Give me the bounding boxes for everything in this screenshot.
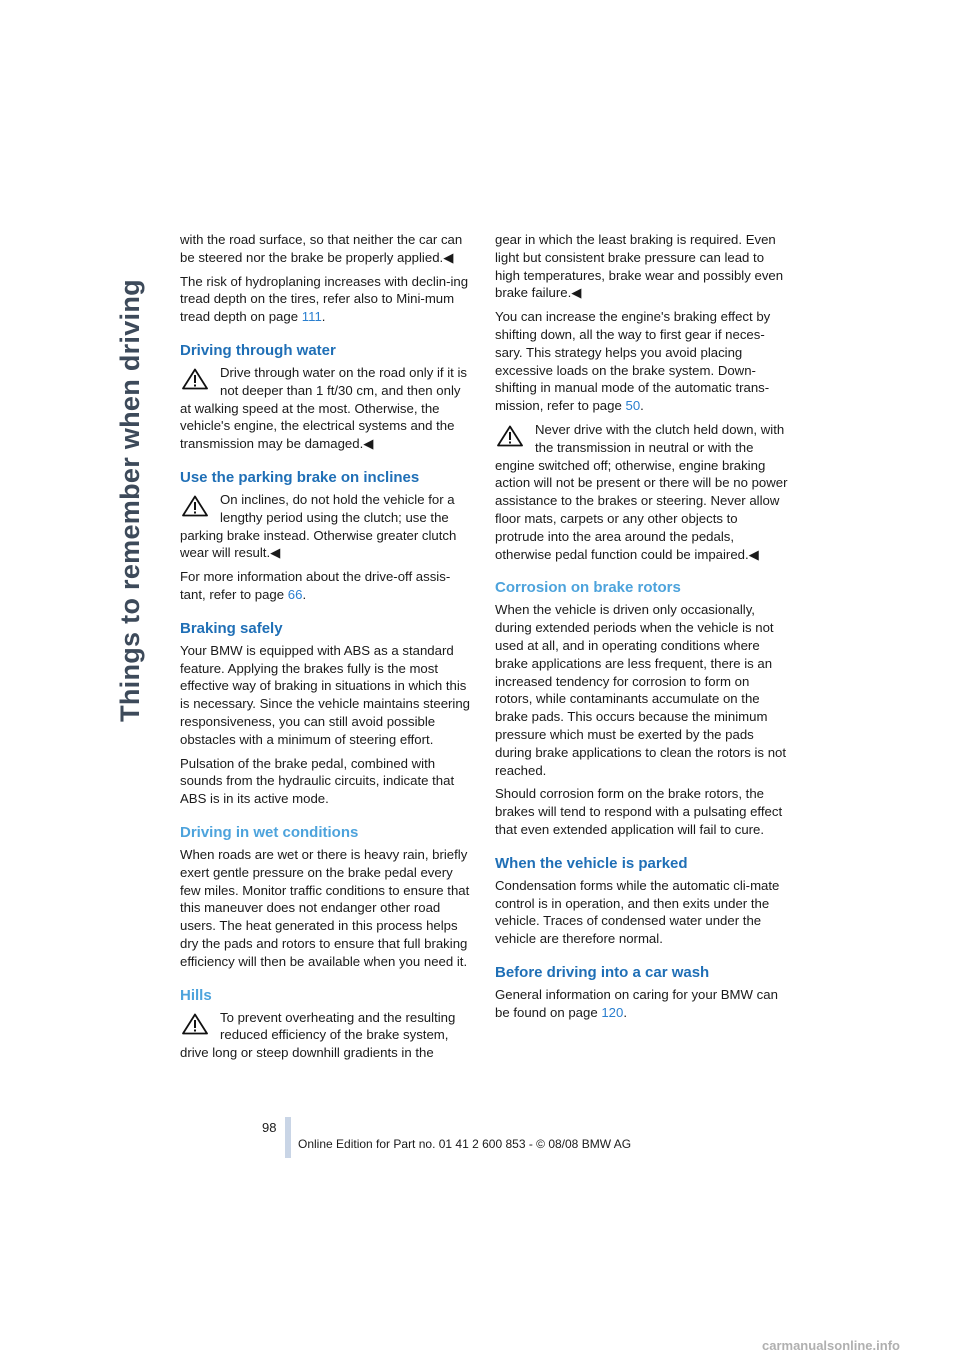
paragraph: When the vehicle is driven only occasionally, during extended periods when the vehicle is not used at all, and in operating conditions where brake applications are less frequent, there is an increased tendency for corrosion to form on rotors, while contaminants accumulate on the brake pads. This occurs because the minimum pressure which must be exerted by the pads during brake applications to clean the rotors is not reached. [495,602,787,778]
subsection-heading: Hills [180,986,212,1004]
paragraph: The risk of hydroplaning increases with declin-ing tread depth on the tires, refer also to Mini-mum tread depth on page 111. [180,273,469,325]
paragraph: For more information about the drive-off assis-tant, refer to page 66. [180,569,451,602]
warning-text: To prevent overheating and the resulting reduced efficiency of the brake system, drive long or steep downhill gradients in the [180,1009,456,1061]
subsection-heading: Driving in wet conditions [180,823,359,841]
paragraph-text: You can increase the engine's braking effect by shifting down, all the way to first gear if neces-sary. This strategy helps you avoid placing excessive loads on the brake system. Down-shifting in manual mode of the automatic trans-mission, refer to page [495,309,771,414]
warning-triangle-icon [497,425,523,447]
paragraph: Condensation forms while the automatic cli-mate control is in operation, and then exits under the vehicle. Traces of condensed water under the vehicle are therefore normal. [495,877,780,947]
left-column [180,231,474,1068]
subsection-heading: Corrosion on brake rotors [495,579,681,597]
section-heading: When the vehicle is parked [495,854,688,872]
warning-triangle-icon [182,1013,208,1035]
paragraph-text: For more information about the drive-off assis-tant, refer to page [180,569,451,602]
warning-text: Drive through water on the road only if it is not deeper than 1 ft/30 cm, and then only at walking speed at the most. Otherwise, the vehicle's engine, the electrical systems and the transmission may be damaged.◀ [180,364,468,452]
section-heading: Use the parking brake on inclines [180,468,420,486]
page-link[interactable]: 50 [625,398,641,414]
chapter-side-title [100,230,160,770]
warning-note [180,491,474,562]
warning-note [180,1009,474,1062]
warning-triangle-icon [182,495,208,517]
page-link[interactable]: 111 [301,309,322,325]
right-column [495,231,789,1027]
paragraph: Your BMW is equipped with ABS as a standard feature. Applying the brakes fully is the most effective way of braking in situations in which this is necessary. Since the vehicle maintains steering responsiveness, you can still avoid possible obstacles with a minimum of steering effort. [180,642,471,747]
warning-note [495,421,789,563]
paragraph: with the road surface, so that neither the car can be steered nor the brake be properly applied.◀ [180,232,463,265]
paragraph: Pulsation of the brake pedal, combined with sounds from the hydraulic circuits, indicate that ABS is in its active mode. [180,755,455,807]
warning-note [180,364,474,453]
watermark: carmanualsonline.info [762,1338,900,1353]
paragraph: gear in which the least braking is required. Even light but consistent brake pressure can lead to high temperatures, brake wear and possibly even brake failure.◀ [495,232,784,301]
section-heading: Driving through water [180,341,336,359]
warning-text: On inclines, do not hold the vehicle for a lengthy period using the clutch; use the parking brake instead. Otherwise greater clutch wear will result.◀ [180,491,457,561]
paragraph-text: The risk of hydroplaning increases with declin-ing tread depth on the tires, refer also to Mini-mum tread depth on page [180,273,469,325]
page-link[interactable]: 120 [601,1004,624,1020]
warning-text: Never drive with the clutch held down, with the transmission in neutral or with the engine switched off; otherwise, engine braking action will not be present or there will be no power assistance to the brakes or steering. Never allow floor mats, carpets or any other objects to protrude into the area around the pedals, otherwise pedal function could be impaired.◀ [495,421,788,562]
section-heading: Before driving into a car wash [495,963,710,981]
paragraph: When roads are wet or there is heavy rain, briefly exert gentle pressure on the brake pedal every few miles. Monitor traffic conditions to ensure that this maneuver does not endanger other road users. The heat generated in this process helps dry the pads and rotors to ensure that full braking efficiency will then be available when you need it. [180,846,470,969]
paragraph: Should corrosion form on the brake rotors, the brakes will tend to respond with a pulsating effect that even extended application will fail to cure. [495,786,783,837]
paragraph: You can increase the engine's braking effect by shifting down, all the way to first gear if neces-sary. This strategy helps you avoid placing excessive loads on the brake system. Down-shifting in manual mode of the automatic trans-mission, refer to page 50. [495,309,771,414]
footer-accent-bar [285,1117,291,1158]
chapter-side-title-text: Things to remember when driving [114,278,145,722]
page-link[interactable]: 66 [287,586,303,602]
paragraph-text: General information on caring for your BMW can be found on page [495,986,778,1020]
paragraph: General information on caring for your BMW can be found on page 120. [495,986,778,1020]
edition-note: Online Edition for Part no. 01 41 2 600 853 - © 08/08 BMW AG [298,1137,632,1151]
section-heading: Braking safely [180,619,283,637]
page-number: 98 [262,1120,277,1135]
warning-triangle-icon [182,368,208,390]
